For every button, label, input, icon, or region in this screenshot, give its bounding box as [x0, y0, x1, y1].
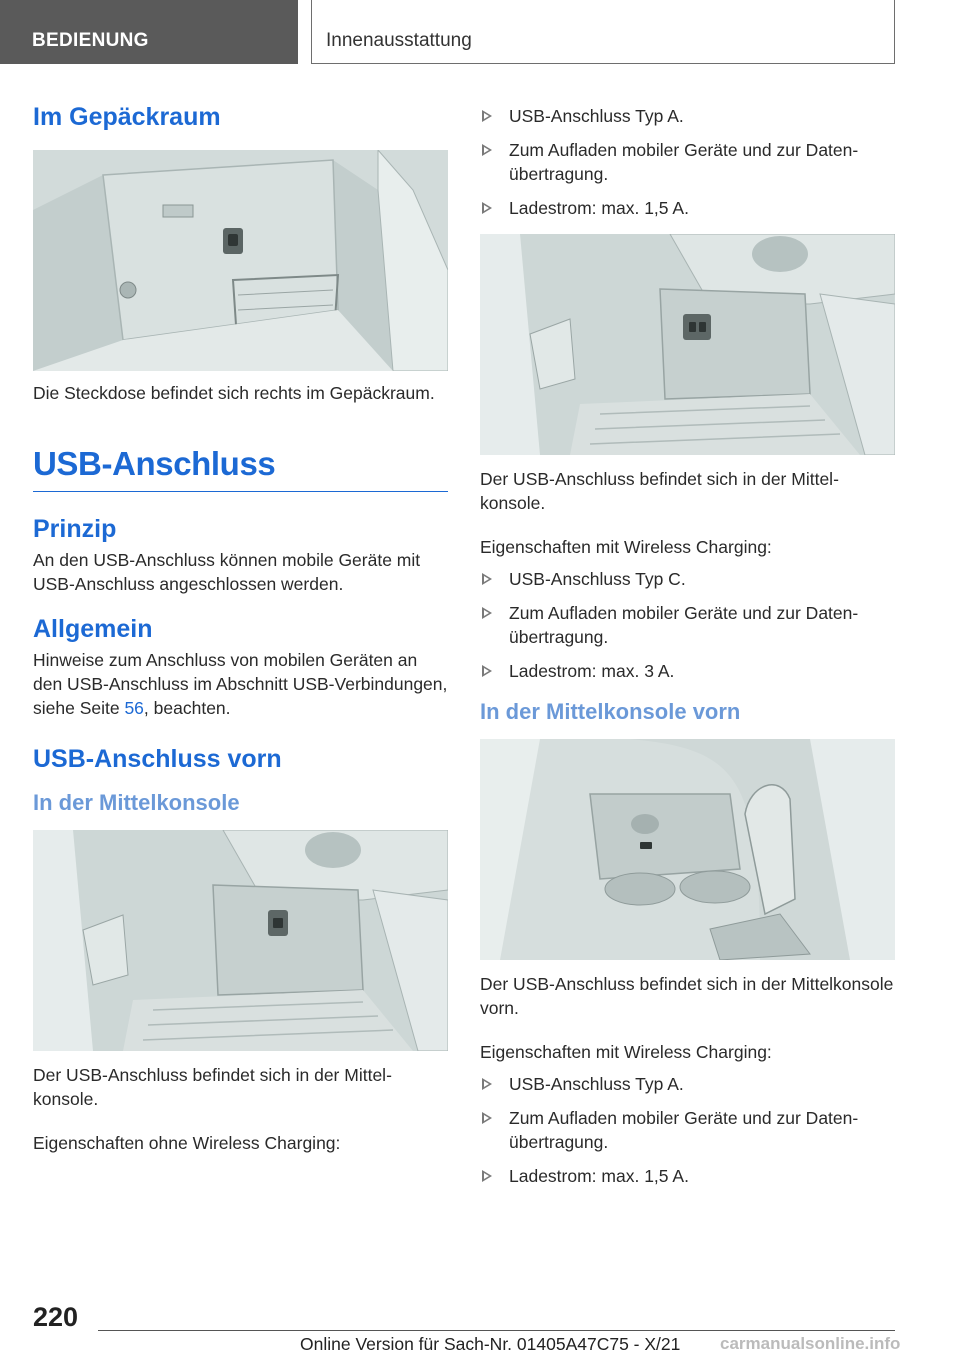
- text-eigenschaften-ohne: Eigenschaften ohne Wireless Charging:: [33, 1133, 341, 1154]
- text-gepaeckraum: Die Steckdose befindet sich rechts im Gepäckraum.: [33, 383, 435, 403]
- triangle-bullet-icon: [482, 1170, 492, 1182]
- list-ohne-wireless: [480, 104, 895, 220]
- page-number: 220: [33, 1302, 79, 1332]
- footer-divider: [98, 1330, 895, 1331]
- heading-in-der-mittelkonsole: In der Mittelkonsole: [33, 790, 240, 815]
- list-item: Ladestrom: max. 1,5 A.: [480, 196, 895, 220]
- list-item: USB-Anschluss Typ A.: [480, 104, 895, 128]
- heading-gepaeckraum: Im Gepäckraum: [33, 103, 221, 131]
- triangle-bullet-icon: [482, 110, 492, 122]
- text-allgemein-a: Hinweise zum Anschluss von mobilen Geräten an den USB-Anschluss im Abschnitt USB-Verbindungen, siehe Seite: [33, 650, 448, 718]
- heading-usb-vorn: USB-Anschluss vorn: [33, 745, 282, 773]
- heading-usb-anschluss: USB-Anschluss: [33, 445, 448, 492]
- figure-front-console: [480, 739, 895, 960]
- text-allgemein-b: , beachten.: [143, 698, 231, 718]
- text-prinzip: An den USB-Anschluss können mobile Geräte mit USB-Anschluss angeschlossen werden.: [33, 550, 421, 594]
- text-allgemein: [33, 648, 448, 720]
- list-item: Zum Aufladen mobiler Geräte und zur Datenübertragung.: [480, 601, 895, 649]
- right-column: [480, 100, 895, 1198]
- footer-version-text: Online Version für Sach-Nr. 01405A47C75 - X/21: [300, 1334, 681, 1354]
- list-mit-wireless: [480, 567, 895, 683]
- figure-console-usb-c: [480, 234, 895, 455]
- triangle-bullet-icon: [482, 607, 492, 619]
- heading-prinzip: Prinzip: [33, 515, 117, 543]
- heading-allgemein: Allgemein: [33, 615, 153, 643]
- figure-console-usb: [33, 830, 448, 1051]
- chapter-tab: [311, 0, 895, 64]
- figure-trunk-socket: [33, 150, 448, 371]
- chapter-title: Innenausstattung: [326, 30, 472, 51]
- list-item: Ladestrom: max. 1,5 A.: [480, 1164, 895, 1188]
- page-ref-link[interactable]: 56: [124, 698, 144, 718]
- triangle-bullet-icon: [482, 1112, 492, 1124]
- list-item: Ladestrom: max. 3 A.: [480, 659, 895, 683]
- text-mittelkonsole-2: Der USB-Anschluss befindet sich in der Mittelkonsole.: [480, 469, 839, 513]
- triangle-bullet-icon: [482, 144, 492, 156]
- section-title: BEDIENUNG: [32, 30, 149, 51]
- text-eigenschaften-mit-2: Eigenschaften mit Wireless Charging:: [480, 1042, 772, 1063]
- section-tab: [0, 0, 298, 64]
- list-vorn-wireless: [480, 1072, 895, 1188]
- list-item: Zum Aufladen mobiler Geräte und zur Datenübertragung.: [480, 138, 895, 186]
- triangle-bullet-icon: [482, 1078, 492, 1090]
- heading-mittelkonsole-vorn: In der Mittelkonsole vorn: [480, 699, 741, 724]
- text-mittelkonsole: Der USB-Anschluss befindet sich in der Mittelkonsole.: [33, 1065, 392, 1110]
- list-item: USB-Anschluss Typ C.: [480, 567, 895, 591]
- text-mittelkonsole-vorn: Der USB-Anschluss befindet sich in der Mittelkonsole vorn.: [480, 974, 894, 1019]
- list-item: USB-Anschluss Typ A.: [480, 1072, 895, 1096]
- watermark: carmanualsonline.info: [720, 1334, 901, 1353]
- triangle-bullet-icon: [482, 202, 492, 214]
- left-column: [33, 100, 448, 1155]
- triangle-bullet-icon: [482, 665, 492, 677]
- triangle-bullet-icon: [482, 573, 492, 585]
- text-eigenschaften-mit: Eigenschaften mit Wireless Charging:: [480, 537, 772, 557]
- list-item: Zum Aufladen mobiler Geräte und zur Datenübertragung.: [480, 1106, 895, 1154]
